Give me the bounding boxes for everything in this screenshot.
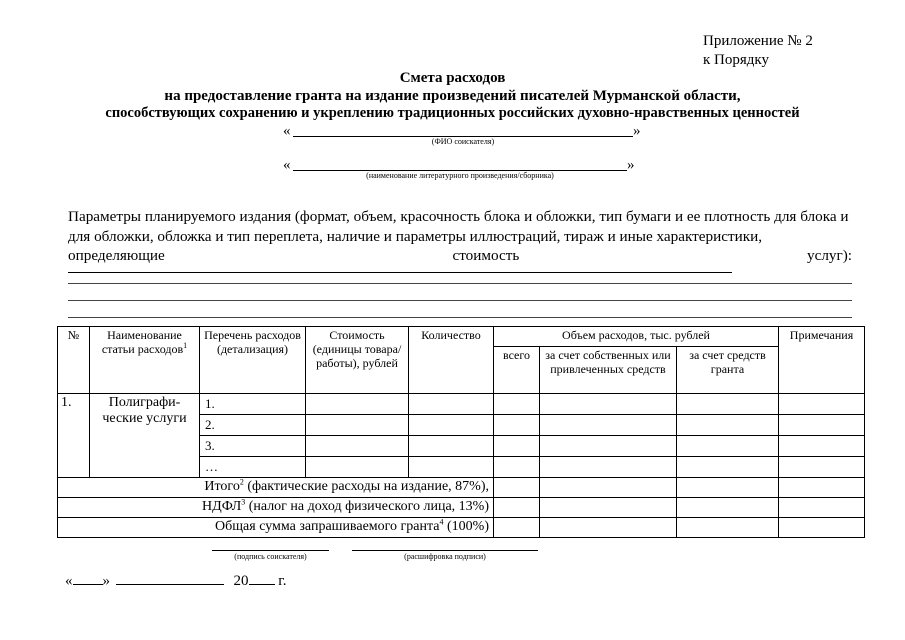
- cost-estimate-table: [57, 326, 865, 538]
- cell[interactable]: [306, 415, 409, 436]
- summary-total-cell[interactable]: [494, 478, 540, 498]
- signature-field[interactable]: [212, 550, 329, 551]
- params-input-line-1[interactable]: [68, 272, 732, 273]
- applicant-open-quote: «: [283, 123, 291, 139]
- cell[interactable]: [779, 394, 865, 415]
- summary-grant-own[interactable]: [540, 518, 677, 538]
- summary-grant-label: Общая сумма запрашиваемого гранта$^4$ (100%): [58, 518, 494, 538]
- summary-ndfl-grant[interactable]: [677, 498, 779, 518]
- cell[interactable]: [494, 415, 540, 436]
- item-cell-more[interactable]: …: [200, 457, 306, 478]
- cell[interactable]: [677, 436, 779, 457]
- cell[interactable]: [306, 457, 409, 478]
- cell[interactable]: [409, 394, 494, 415]
- summary-grant-grant[interactable]: [677, 518, 779, 538]
- params-line-3: определяющие стоимость услуг):: [68, 247, 852, 264]
- col-header-total: всего: [494, 347, 540, 394]
- cell[interactable]: [409, 436, 494, 457]
- document-subtitle-2: способствующих сохранению и укреплению традиционных российских духовно-нравственных ценностей: [105, 105, 800, 121]
- col-header-grant-funds: за счет средств гранта: [677, 347, 779, 394]
- date-month-field[interactable]: [116, 572, 224, 585]
- cell[interactable]: [540, 436, 677, 457]
- cell[interactable]: [409, 415, 494, 436]
- signature-decode-field[interactable]: [352, 550, 538, 551]
- col-header-list: Перечень расходов (детализация): [200, 327, 306, 394]
- summary-total-own[interactable]: [540, 478, 677, 498]
- row-name: Полиграфи-ческие услуги: [90, 394, 200, 478]
- summary-ndfl-own[interactable]: [540, 498, 677, 518]
- cell[interactable]: [779, 457, 865, 478]
- col-header-num: №: [58, 327, 90, 394]
- cell[interactable]: [494, 436, 540, 457]
- cell[interactable]: [494, 394, 540, 415]
- col-header-volume: Объем расходов, тыс. рублей: [494, 327, 779, 347]
- signature-caption: (подпись соискателя): [234, 552, 307, 561]
- date-line: « » 20 г.: [65, 573, 287, 589]
- appendix-line-1: Приложение № 2: [703, 33, 813, 49]
- col-header-qty: Количество: [409, 327, 494, 394]
- params-line-1: Параметры планируемого издания (формат, объем, красочность блока и обложки, тип бумаги и ее плотность для блока и: [68, 208, 849, 225]
- applicant-close-quote: »: [633, 123, 641, 139]
- cell[interactable]: [779, 415, 865, 436]
- summary-ndfl-notes[interactable]: [779, 498, 865, 518]
- document-title: Смета расходов: [399, 70, 506, 86]
- summary-grant-cell[interactable]: [494, 518, 540, 538]
- cell[interactable]: [306, 394, 409, 415]
- col-header-own-funds: за счет собственных или привлеченных средств: [540, 347, 677, 394]
- item-cell-2[interactable]: 2.: [200, 415, 306, 436]
- document-subtitle-1: на предоставление гранта на издание произведений писателей Мурманской области,: [164, 88, 741, 104]
- row-number: 1.: [58, 394, 90, 478]
- cell[interactable]: [677, 415, 779, 436]
- cell[interactable]: [677, 394, 779, 415]
- appendix-line-2: к Порядку: [703, 52, 769, 68]
- cell[interactable]: [540, 394, 677, 415]
- work-open-quote: «: [283, 157, 291, 173]
- params-line-2: для обложки, обложка и тип переплета, наличие и параметры иллюстраций, тираж и иные характеристики,: [68, 227, 763, 245]
- date-day-field[interactable]: [73, 572, 103, 585]
- cell[interactable]: [409, 457, 494, 478]
- summary-grant-notes[interactable]: [779, 518, 865, 538]
- cell[interactable]: [677, 457, 779, 478]
- col-header-notes: Примечания: [779, 327, 865, 394]
- cell[interactable]: [779, 436, 865, 457]
- summary-total-label: Итого$^2$ (фактические расходы на издание, 87%),: [58, 478, 494, 498]
- summary-ndfl-cell[interactable]: [494, 498, 540, 518]
- cell[interactable]: [540, 457, 677, 478]
- date-year-field[interactable]: [249, 572, 275, 585]
- params-input-line-4[interactable]: [68, 317, 852, 318]
- summary-total-notes[interactable]: [779, 478, 865, 498]
- work-close-quote: »: [627, 157, 635, 173]
- item-cell-3[interactable]: 3.: [200, 436, 306, 457]
- col-header-name: Наименование статьи расходов$^1$: [90, 327, 200, 394]
- edition-parameters: [68, 207, 852, 266]
- item-cell-1[interactable]: 1.: [200, 394, 306, 415]
- applicant-caption: (ФИО соискателя): [431, 137, 495, 146]
- appendix-note: [703, 32, 813, 70]
- signature-decode-caption: (расшифровка подписи): [404, 552, 486, 561]
- params-input-line-2[interactable]: [68, 283, 852, 284]
- summary-total-grant[interactable]: [677, 478, 779, 498]
- cell[interactable]: [306, 436, 409, 457]
- cell[interactable]: [540, 415, 677, 436]
- cell[interactable]: [494, 457, 540, 478]
- col-header-cost: Стоимость (единицы товара/работы), рублей: [306, 327, 409, 394]
- summary-ndfl-label: НДФЛ$^3$ (налог на доход физического лица, 13%): [58, 498, 494, 518]
- work-caption: (наименование литературного произведения/сборника): [366, 171, 554, 180]
- params-input-line-3[interactable]: [68, 300, 852, 301]
